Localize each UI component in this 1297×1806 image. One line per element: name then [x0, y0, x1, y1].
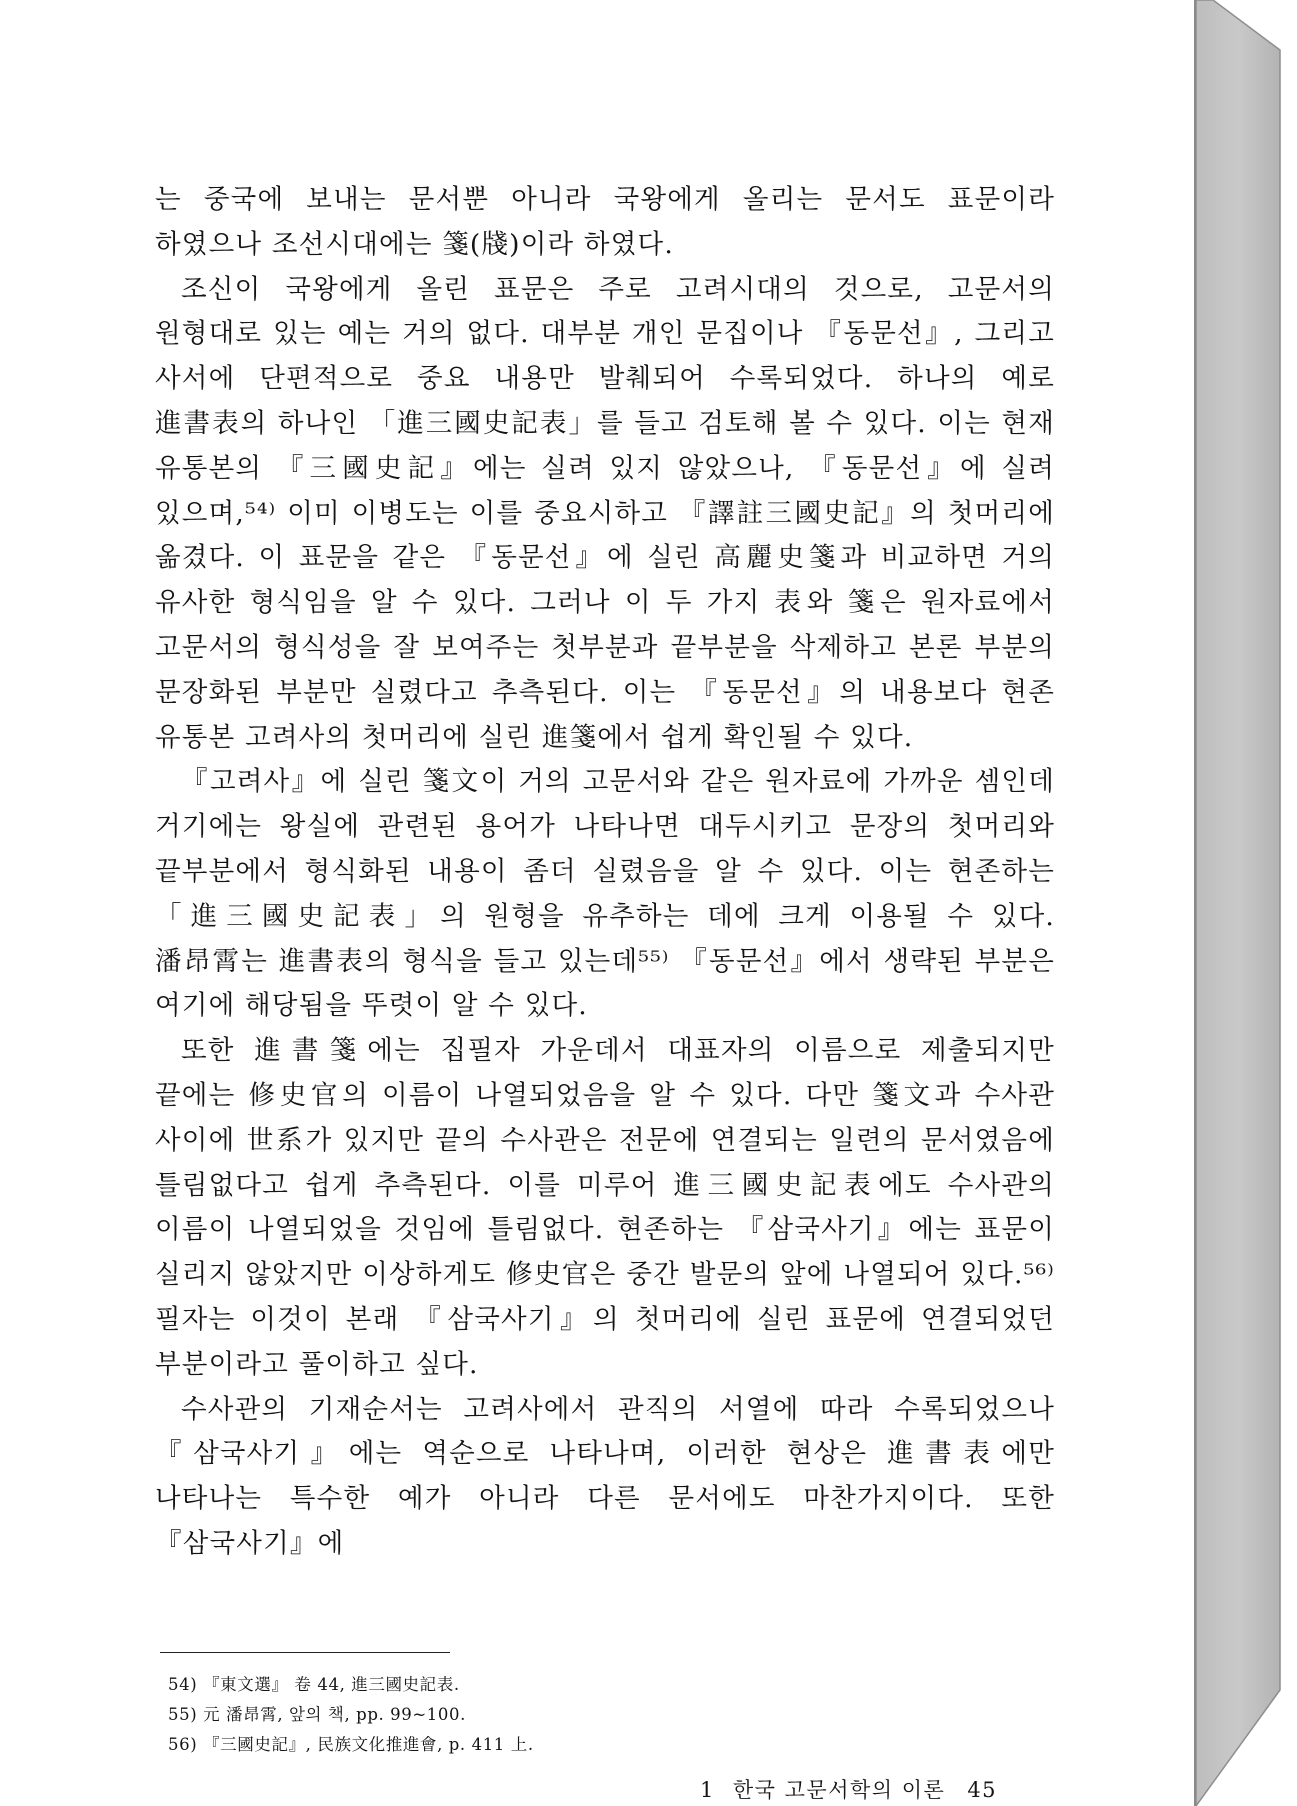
footnote-54: 54) 『東文選』 卷 44, 進三國史記表. — [168, 1675, 460, 1694]
footnote-56: 56) 『三國史記』, 民族文化推進會, p. 411 上. — [168, 1735, 534, 1754]
paragraph: 『고려사』에 실린 箋文이 거의 고문서와 같은 원자료에 가까운 셈인데 거기에는 왕실에 관련된 용어가 나타나면 대두시키고 문장의 첫머리와 끝부분에서 형식화된 내용이 좀더 실렸음을 알 수 있다. 이는 현존하는 「進三國史記表」의 원형을 유추하는 데에 크게 이용될 수 있다. 潘昂霄는 進書表의 형식을 들고 있는데⁵⁵⁾ 『동문선』에서 생략된 부분은 여기에 해당됨을 뚜렷이 알 수 있다. — [155, 766, 1055, 1022]
footer-chapter-title: 한국 고문서학의 이론 — [732, 1778, 946, 1802]
footnote-55: 55) 元 潘昂霄, 앞의 책, pp. 99~100. — [168, 1705, 466, 1724]
paragraph: 수사관의 기재순서는 고려사에서 관직의 서열에 따라 수록되었으나 『삼국사기』에는 역순으로 나타나며, 이러한 현상은 進書表에만 나타나는 특수한 예가 아니라 다른 문서에도 마찬가지이다. 또한 『삼국사기』에 — [155, 1393, 1055, 1559]
footnotes — [168, 1670, 868, 1760]
footnote-divider — [160, 1652, 450, 1653]
paragraph: 는 중국에 보내는 문서뿐 아니라 국왕에게 올리는 문서도 표문이라 하였으나 조선시대에는 箋(牋)이라 하였다. — [155, 184, 1055, 260]
page-number: 45 — [967, 1778, 998, 1802]
paragraph: 조신이 국왕에게 올린 표문은 주로 고려시대의 것으로, 고문서의 원형대로 있는 예는 거의 없다. 대부분 개인 문집이나 『동문선』, 그리고 사서에 단편적으로 중요 내용만 발췌되어 수록되었다. 하나의 예로 進書表의 하나인 「進三國史記表」를 들고 검토해 볼 수 있다. 이는 현재 유통본의 『三國史記』에는 실려 있지 않았으나, 『동문선』에 실려 있으며,⁵⁴⁾ 이미 이병도는 이를 중요시하고 『譯註三國史記』의 첫머리에 옮겼다. 이 표문을 같은 『동문선』에 실린 高麗史箋과 비교하면 거의 유사한 형식임을 알 수 있다. 그러나 이 두 가지 表와 箋은 원자료에서 고문서의 형식성을 잘 보여주는 첫부분과 끝부분을 삭제하고 본론 부분의 문장화된 부분만 실렸다고 추측된다. 이는 『동문선』의 내용보다 현존 유통본 고려사의 첫머리에 실린 進箋에서 쉽게 확인될 수 있다. — [155, 273, 1055, 753]
paragraph: 또한 進書箋에는 집필자 가운데서 대표자의 이름으로 제출되지만 끝에는 修史官의 이름이 나열되었음을 알 수 있다. 다만 箋文과 수사관 사이에 世系가 있지만 끝의 수사관은 전문에 연결되는 일련의 문서였음에 틀림없다고 쉽게 추측된다. 이를 미루어 進三國史記表에도 수사관의 이름이 나열되었을 것임에 틀림없다. 현존하는 『삼국사기』에는 표문이 실리지 않았지만 이상하게도 修史官은 중간 발문의 앞에 나열되어 있다.⁵⁶⁾ 필자는 이것이 본래 『삼국사기』의 첫머리에 실린 표문에 연결되었던 부분이라고 풀이하고 싶다. — [155, 1035, 1055, 1380]
body-text — [155, 178, 1055, 1567]
running-footer — [700, 1774, 997, 1804]
footer-chapter-number: 1 — [700, 1778, 715, 1802]
